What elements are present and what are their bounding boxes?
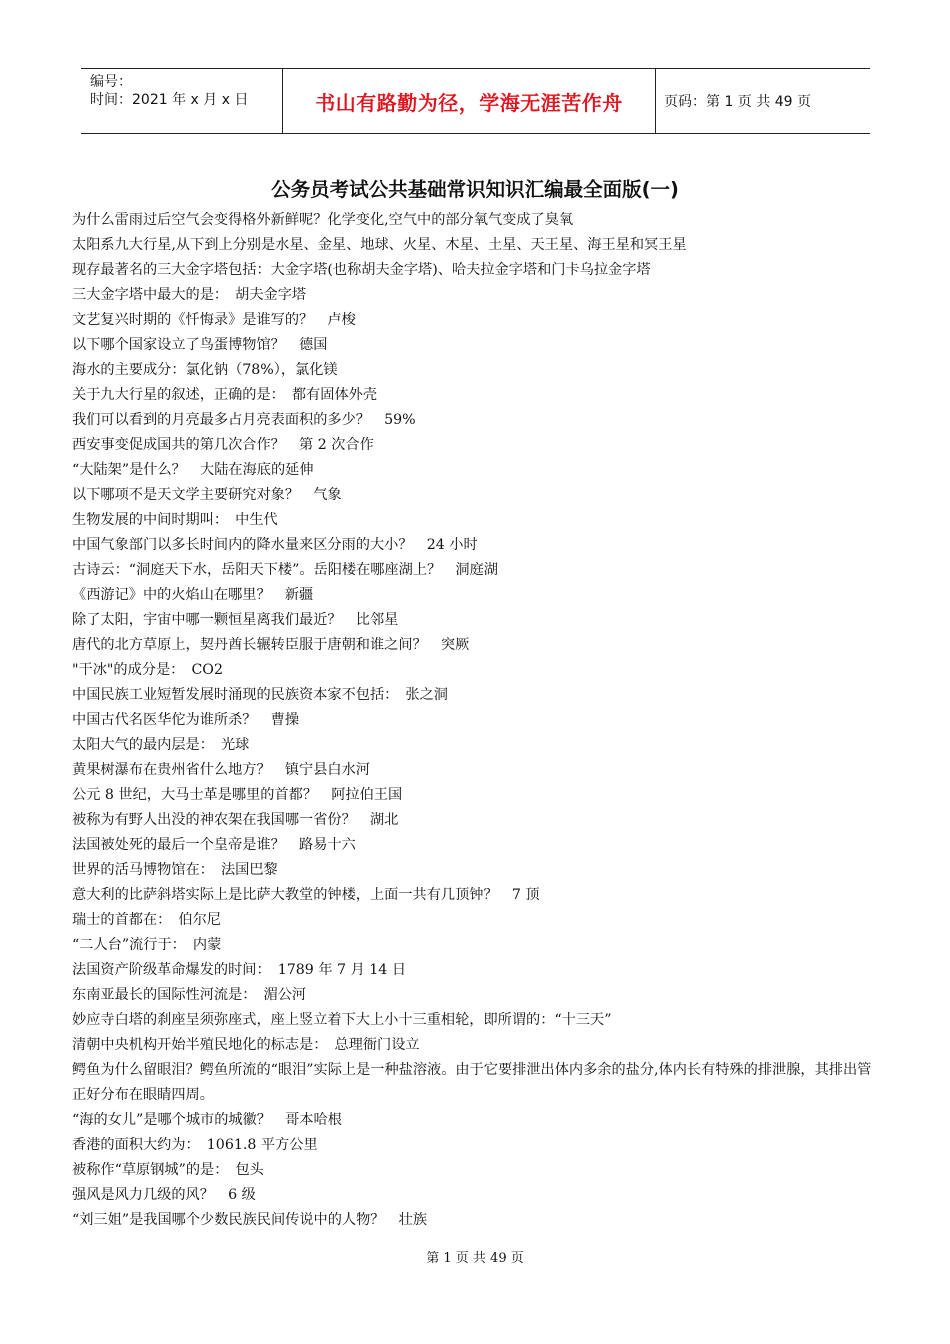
qa-line: "干冰"的成分是： CO2: [72, 662, 223, 678]
qa-line: 公元 8 世纪，大马士革是哪里的首都？ 阿拉伯王国: [72, 787, 403, 803]
qa-line: 鳄鱼为什么留眼泪？鳄鱼所流的“眼泪”实际上是一种盐溶液。由于它要排泄出体内多余的盐分,体内长有特殊的排泄腺，其排出管正好分布在眼睛四周。: [72, 1062, 872, 1103]
qa-line: 《西游记》中的火焰山在哪里？ 新疆: [72, 587, 314, 603]
qa-line: 唐代的北方草原上，契丹酋长辗转臣服于唐朝和谁之间？ 突厥: [72, 637, 470, 653]
qa-line: 意大利的比萨斜塔实际上是比萨大教堂的钟楼，上面一共有几顶钟？ 7 顶: [72, 887, 540, 903]
qa-line: 文艺复兴时期的《忏悔录》是谁写的？ 卢梭: [72, 312, 356, 328]
document-title: 公务员考试公共基础常识知识汇编最全面版(一): [271, 178, 679, 201]
qa-line: 以下哪项不是天文学主要研究对象？ 气象: [72, 487, 342, 503]
header-table: [81, 68, 870, 134]
qa-line: 瑞士的首都在： 伯尔尼: [72, 912, 221, 928]
qa-line: 妙应寺白塔的刹座呈须弥座式，座上竖立着下大上小十三重相轮，即所谓的：“十三天”: [72, 1012, 612, 1028]
qa-line: “大陆架”是什么？ 大陆在海底的延伸: [72, 462, 314, 478]
page-footer: 第 1 页 共 49 页: [426, 1251, 524, 1266]
qa-line: 为什么雷雨过后空气会变得格外新鲜呢？化学变化,空气中的部分氧气变成了臭氧: [72, 212, 574, 228]
qa-line: 被称作“草原钢城”的是： 包头: [72, 1162, 264, 1178]
qa-line: 中国古代名医华佗为谁所杀？ 曹操: [72, 712, 300, 728]
qa-line: 中国民族工业短暂发展时涌现的民族资本家不包括： 张之洞: [72, 687, 448, 703]
qa-line: 西安事变促成国共的第几次合作？ 第 2 次合作: [72, 437, 374, 453]
qa-line: 太阳系九大行星,从下到上分别是水星、金星、地球、火星、木星、土星、天王星、海王星和冥王星: [72, 237, 687, 253]
header-meta-cell: [81, 69, 282, 133]
doc-number-label: 编号：: [90, 74, 132, 90]
qa-line: 太阳大气的最内层是： 光球: [72, 737, 250, 753]
qa-line: 古诗云：“洞庭天下水，岳阳天下楼”。岳阳楼在哪座湖上？ 洞庭湖: [72, 562, 498, 578]
doc-date: 时间：2021 年 x 月 x 日: [90, 92, 249, 108]
qa-line: “海的女儿”是哪个城市的城徽？ 哥本哈根: [72, 1112, 342, 1128]
qa-line: 我们可以看到的月亮最多占月亮表面积的多少？ 59%: [72, 412, 416, 428]
qa-line: 海水的主要成分：氯化钠（78%），氯化镁: [72, 362, 338, 378]
qa-line: 生物发展的中间时期叫： 中生代: [72, 512, 278, 528]
qa-line: 强风是风力几级的风？ 6 级: [72, 1187, 256, 1203]
header-motto: 书山有路勤为径，学海无涯苦作舟: [282, 69, 656, 133]
qa-line: 法国资产阶级革命爆发的时间： 1789 年 7 月 14 日: [72, 962, 407, 978]
header-page-info: 页码：第 1 页 共 49 页: [664, 94, 811, 110]
qa-line: “二人台”流行于： 内蒙: [72, 937, 222, 953]
qa-line: 现存最著名的三大金字塔包括：大金字塔(也称胡夫金字塔)、哈夫拉金字塔和门卡乌拉金字塔: [72, 262, 651, 278]
document-body: [72, 208, 872, 1233]
qa-line: 世界的活马博物馆在： 法国巴黎: [72, 862, 278, 878]
qa-line: 香港的面积大约为： 1061.8 平方公里: [72, 1137, 318, 1153]
qa-line: 三大金字塔中最大的是： 胡夫金字塔: [72, 287, 307, 303]
qa-line: 以下哪个国家设立了鸟蛋博物馆？ 德国: [72, 337, 328, 353]
qa-line: 关于九大行星的叙述，正确的是： 都有固体外壳: [72, 387, 378, 403]
qa-line: 除了太阳，宇宙中哪一颗恒星离我们最近？ 比邻星: [72, 612, 399, 628]
qa-line: 黄果树瀑布在贵州省什么地方？ 镇宁县白水河: [72, 762, 370, 778]
qa-line: 东南亚最长的国际性河流是： 湄公河: [72, 987, 307, 1003]
qa-line: 被称为有野人出没的神农架在我国哪一省份？ 湖北: [72, 812, 399, 828]
qa-line: 清朝中央机构开始半殖民地化的标志是： 总理衙门设立: [72, 1037, 420, 1053]
qa-line: 法国被处死的最后一个皇帝是谁？ 路易十六: [72, 837, 356, 853]
qa-line: 中国气象部门以多长时间内的降水量来区分雨的大小？ 24 小时: [72, 537, 478, 553]
qa-line: “刘三姐”是我国哪个少数民族民间传说中的人物？ 壮族: [72, 1212, 428, 1228]
